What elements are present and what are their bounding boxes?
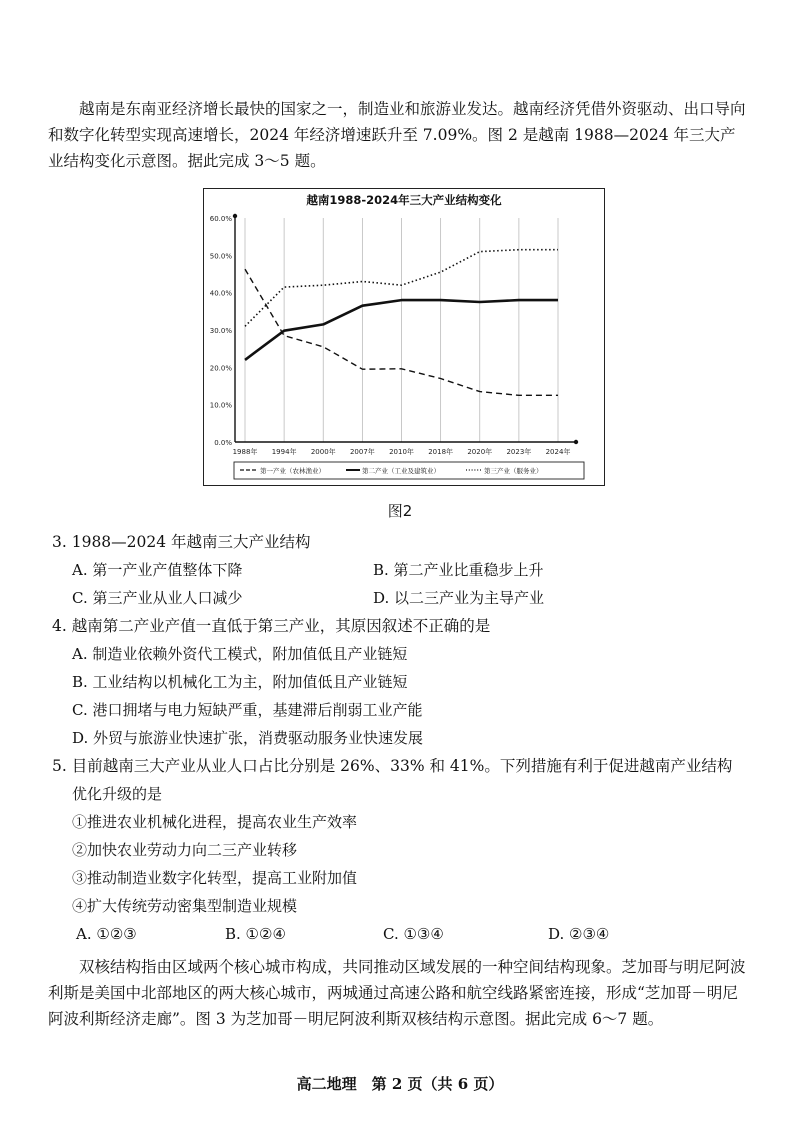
- x-tick-label: 2000年: [310, 448, 336, 456]
- q5-option-a: A. ①②③: [76, 925, 137, 943]
- x-tick-label: 2023年: [506, 448, 532, 456]
- y-tick-label: 0.0%: [214, 439, 232, 447]
- x-tick-label: 1988年: [232, 448, 258, 456]
- q4-option-c: C. 港口拥堵与电力短缺严重，基建滞后削弱工业产能: [72, 701, 423, 719]
- y-tick-label: 40.0%: [209, 289, 232, 298]
- intro2-paragraph: 双核结构指由区域两个核心城市构成，共同推动区域发展的一种空间结构现象。芝加哥与明尼阿波利斯是美国中北部地区的两大核心城市，两城通过高速公路和航空线路紧密连接，形成“芝加哥－明尼阿波利斯经济走廊”。图 3 为芝加哥－明尼阿波利斯双核结构示意图。据此完成 6～7 题。: [48, 958, 746, 1028]
- q5-item-4: ④扩大传统劳动密集型制造业规模: [72, 897, 298, 915]
- x-tick-label: 2007年: [349, 448, 375, 456]
- legend-label: 第一产业（农林渔业）: [260, 467, 325, 475]
- q4-option-d: D. 外贸与旅游业快速扩张，消费驱动服务业快速发展: [72, 729, 424, 747]
- question-5-stem: 5. 目前越南三大产业从业人口占比分别是 26%、33% 和 41%。下列措施有利于促进越南产业结构: [52, 757, 733, 775]
- industry-structure-chart: [203, 188, 605, 486]
- legend-label: 第三产业（服务业）: [484, 467, 543, 475]
- y-tick-label: 50.0%: [209, 252, 232, 261]
- y-tick-label: 20.0%: [209, 364, 232, 373]
- q4-option-a: A. 制造业依赖外资代工模式，附加值低且产业链短: [72, 645, 408, 663]
- chart-svg: [204, 189, 604, 485]
- y-tick-label: 60.0%: [209, 215, 232, 223]
- page-footer: 高二地理 第 2 页（共 6 页）: [296, 1075, 504, 1093]
- legend-label: 第二产业（工业及建筑业）: [362, 467, 440, 475]
- q5-option-d: D. ②③④: [548, 925, 610, 943]
- y-tick-label: 30.0%: [209, 327, 232, 335]
- q5-item-3: ③推动制造业数字化转型，提高工业附加值: [72, 869, 358, 887]
- q3-option-a: A. 第一产业产值整体下降: [72, 561, 243, 579]
- q3-option-b: B. 第二产业比重稳步上升: [373, 561, 544, 579]
- intro-paragraph: 越南是东南亚经济增长最快的国家之一，制造业和旅游业发达。越南经济凭借外资驱动、出口导向和数字化转型实现高速增长，2024 年经济增速跃升至 7.09%。图 2 是越南 1988—2024 年三大产业结构变化示意图。据此完成 3～5 题。: [48, 100, 746, 170]
- y-tick-label: 10.0%: [209, 401, 232, 410]
- q3-option-c: C. 第三产业从业人口减少: [72, 589, 243, 607]
- x-tick-label: 2018年: [428, 448, 454, 456]
- x-tick-label: 2010年: [389, 448, 414, 456]
- q4-option-b: B. 工业结构以机械化工为主，附加值低且产业链短: [72, 673, 408, 691]
- q5-item-1: ①推进农业机械化进程，提高农业生产效率: [72, 813, 358, 831]
- question-3-stem: 3. 1988—2024 年越南三大产业结构: [52, 533, 311, 551]
- q5-option-b: B. ①②④: [225, 925, 286, 943]
- q5-item-2: ②加快农业劳动力向二三产业转移: [72, 841, 298, 859]
- y-axis-arrow: [233, 214, 237, 218]
- chart-title: 越南1988-2024年三大产业结构变化: [306, 193, 502, 207]
- x-tick-label: 1994年: [271, 448, 297, 456]
- q5-option-c: C. ①③④: [383, 925, 444, 943]
- question-5-stem-cont: 优化升级的是: [72, 785, 163, 803]
- question-4-stem: 4. 越南第二产业产值一直低于第三产业，其原因叙述不正确的是: [52, 617, 491, 635]
- x-axis-arrow: [574, 440, 578, 444]
- figure-caption: 图2: [387, 502, 413, 520]
- x-tick-label: 2020年: [467, 448, 493, 456]
- x-tick-label: 2024年: [545, 448, 571, 456]
- q3-option-d: D. 以二三产业为主导产业: [373, 589, 545, 607]
